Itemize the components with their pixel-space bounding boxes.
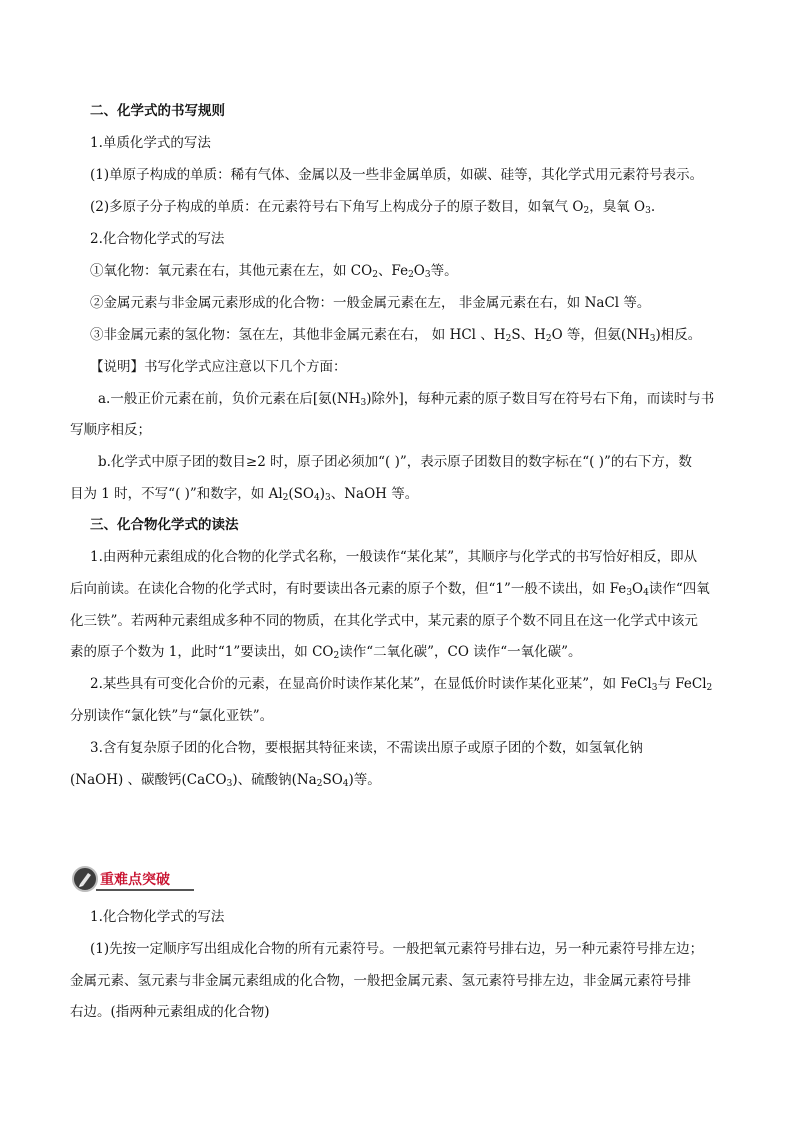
reading-p3-line2: (NaOH) 、碳酸钙(CaCO$_3$)、硫酸钠$(Na_2SO_4)$等。 — [70, 772, 381, 789]
pen-badge-icon — [72, 866, 98, 892]
paragraph-hydrides: ③非金属元素的氢化物：氢在左，其他非金属元素在右， 如 HCl 、$H_2S$、$H_2O$ 等，但氨$(NH_3)$相反。 — [90, 327, 702, 344]
banner-underline — [96, 889, 194, 891]
section-heading-reading: 三、化合物化学式的读法 — [90, 517, 239, 533]
note-a-line2: 写顺序相反； — [70, 422, 151, 438]
note-a-line1: a.一般正价元素在前，负价元素在后[氨$(NH_3)$除外]，每种元素的原子数目写在符号右下角，而读时与书 — [98, 391, 715, 408]
note-heading: 【说明】书写化学式应注意以下几个方面： — [90, 359, 347, 375]
paragraph-oxides: ①氧化物：氧元素在右，其他元素在左，如 $CO_2$、$Fe_2O_3$等。 — [90, 263, 458, 280]
subheading-compound-formula: 2.化合物化学式的写法 — [90, 231, 225, 247]
reading-p2-line2: 分别读作“氯化铁”与“氯化亚铁”。 — [70, 708, 274, 724]
reading-p1-line3: 化三铁”。若两种元素组成多种不同的物质，在其化学式中，某元素的原子个数不同且在这一化学式中该元 — [70, 613, 698, 629]
paragraph-polyatomic: (2)多原子分子构成的单质：在元素符号右下角写上构成分子的原子数目，如氧气 $O_2$，臭氧 $O_3$. — [90, 199, 656, 216]
reading-p1-line1: 1.由两种元素组成的化合物的化学式名称，一般读作“某化某”，其顺序与化学式的书写恰好相反，即从 — [90, 549, 698, 565]
note-b-line1: b.化学式中原子团的数目≥2 时，原子团必须加“( )”，表示原子团数目的数字标在“( )”的右下方，数 — [98, 454, 692, 470]
breakthrough-p1-line1: (1)先按一定顺序写出组成化合物的所有元素符号。一般把氧元素符号排右边，另一种元素符号排左边； — [90, 941, 704, 957]
reading-p1-line4: 素的原子个数为 1，此时“1”要读出，如 $CO_2$读作“二氧化碳”，CO 读作“一氧化碳”。 — [70, 644, 582, 661]
section-heading-writing-rules: 二、化学式的书写规则 — [90, 103, 225, 119]
breakthrough-subheading: 1.化合物化学式的写法 — [90, 909, 225, 925]
reading-p1-line2: 后向前读。在读化合物的化学式时，有时要读出各元素的原子个数，但“1”一般不读出，如 $Fe_3O_4$读作“四氧 — [70, 581, 710, 598]
reading-p2-line1: 2.某些具有可变化合价的元素，在显高价时读作某化某”，在显低价时读作某化亚某”，如 FeCl$_3$与 FeCl$_2$ — [90, 676, 713, 693]
subheading-element-formula: 1.单质化学式的写法 — [90, 135, 211, 151]
reading-p3-line1: 3.含有复杂原子团的化合物，要根据其特征来读，不需读出原子或原子团的个数，如氢氧化钠 — [90, 740, 643, 756]
paragraph-metal-nonmetal: ②金属元素与非金属元素形成的化合物：一般金属元素在左， 非金属元素在右，如 NaCl 等。 — [90, 295, 651, 311]
paragraph-monatomic: (1)单原子构成的单质：稀有气体、金属以及一些非金属单质，如碳、硅等，其化学式用元素符号表示。 — [90, 167, 704, 183]
banner-title: 重难点突破 — [100, 872, 170, 888]
breakthrough-p1-line2: 金属元素、氢元素与非金属元素组成的化合物，一般把金属元素、氢元素符号排左边，非金属元素符号排 — [70, 973, 691, 989]
note-b-line2: 目为 1 时，不写“( )”和数字，如 $Al_2(SO_4)_3$、NaOH 等。 — [70, 486, 419, 503]
breakthrough-p1-line3: 右边。(指两种元素组成的化合物) — [70, 1004, 270, 1020]
